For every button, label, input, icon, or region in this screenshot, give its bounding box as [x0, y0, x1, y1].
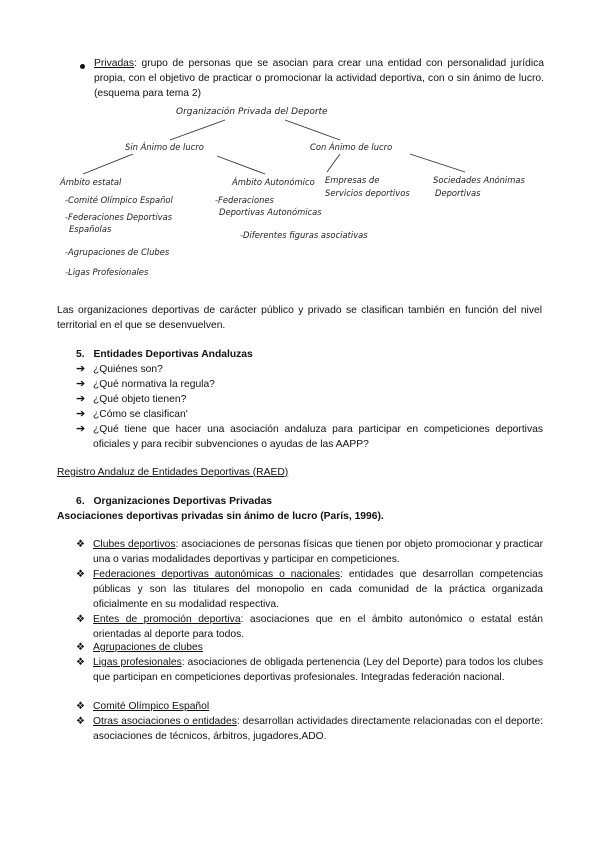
diagram-title: Organización Privada del Deporte [176, 107, 328, 117]
section5-question: ¿Qué objeto tienen? [93, 394, 187, 405]
item-term: Entes de promoción deportiva [93, 614, 241, 625]
diamond-bullet-icon: ❖ [76, 716, 85, 727]
item-term: Comité Olímpico Español [93, 701, 210, 712]
autonomico-item: -Diferentes figuras asociativas [240, 230, 368, 240]
section6-subtitle [57, 509, 384, 524]
arrow-icon: ➔ [76, 423, 86, 435]
section5-heading [76, 347, 253, 362]
section6-number: 6. [76, 496, 85, 507]
autonomico-title: Ámbito Autonómico [232, 177, 315, 187]
section6-item [93, 699, 543, 714]
diagram-branch-right: Con Ánimo de lucro [310, 142, 393, 152]
empresas-label: Servicios deportivos [325, 188, 410, 198]
item-text: : asociaciones de personas físicas que tienen por objeto promocionar y practicar una o varias modalidades deportivas y participar en competiciones. [93, 539, 544, 565]
section5-question: ¿Cómo se clasifican' [93, 409, 188, 420]
diamond-bullet-icon: ❖ [76, 701, 85, 712]
item-term: Federaciones deportivas autonómicas o nacionales [93, 569, 341, 580]
section6-item [93, 640, 543, 655]
privadas-paragraph [94, 56, 544, 101]
section5-question: ¿Quiénes son? [93, 364, 163, 375]
item-text: : asociaciones de obligada pertenencia (Ley del Deporte) para todos los clubes que participan en competiciones deportivas profesionales. Integradas federación nacional. [93, 657, 543, 683]
estatal-item: -Comité Olímpico Español [65, 195, 173, 205]
section5-title: Entidades Deportivas Andaluzas [93, 349, 253, 360]
privadas-term: Privadas [94, 58, 135, 69]
estatal-item: Españolas [69, 224, 112, 234]
section6-item [93, 567, 543, 612]
estatal-item: -Federaciones Deportivas [65, 212, 173, 222]
diagram-branch-left: Sin Ánimo de lucro [125, 142, 204, 152]
diamond-bullet-icon: ❖ [76, 642, 85, 653]
section5-number: 5. [76, 349, 85, 360]
estatal-title: Ámbito estatal [60, 177, 122, 187]
estatal-item: -Ligas Profesionales [65, 267, 149, 277]
organization-diagram [55, 100, 525, 280]
estatal-item: -Agrupaciones de Clubes [65, 247, 170, 257]
section6-item [93, 714, 543, 744]
item-term: Otras asociaciones o entidades [93, 716, 237, 727]
section6-subtitle-text: Asociaciones deportivas privadas sin ánimo de lucro (París, 1996). [57, 511, 384, 522]
diamond-bullet-icon: ❖ [76, 614, 85, 625]
section6-title: Organizaciones Deportivas Privadas [93, 496, 273, 507]
empresas-label: Empresas de [325, 175, 380, 185]
diamond-bullet-icon: ❖ [76, 657, 85, 668]
section6-item [93, 655, 543, 685]
arrow-icon: ➔ [76, 378, 86, 390]
section6-heading [76, 494, 272, 509]
diamond-bullet-icon: ❖ [76, 539, 85, 550]
item-text: : entidades que desarrollan competencias públicas y son las titulares del monopolio en cada comunidad de la práctica organizada oficialmente en su modalidad respectiva. [93, 569, 543, 610]
section6-item [93, 537, 543, 567]
registro-link[interactable]: Registro Andaluz de Entidades Deportivas (RAED) [57, 467, 289, 478]
arrow-icon: ➔ [76, 393, 86, 405]
autonomico-item: Deportivas Autonómicas [219, 207, 322, 217]
arrow-icon: ➔ [76, 408, 86, 420]
item-term: Ligas profesionales [93, 657, 182, 668]
section5-question: ¿Qué normativa la regula? [93, 379, 215, 390]
bullet-dot-icon [80, 64, 85, 69]
sociedades-label: Deportivas [435, 188, 481, 198]
sociedades-label: Sociedades Anónimas [433, 175, 525, 185]
section6-item [93, 612, 543, 642]
item-term: Agrupaciones de clubes [93, 642, 203, 653]
arrow-icon: ➔ [76, 363, 86, 375]
section5-question: ¿Qué tiene que hacer una asociación andaluza para participar en competiciones deportivas oficiales y para recibir subvenciones o ayudas de las AAPP? [93, 424, 543, 450]
item-text: : desarrollan actividades directamente relacionadas con el deporte: asociaciones de técnicos, árbitros, jugadores,ADO. [93, 716, 543, 742]
diamond-bullet-icon: ❖ [76, 569, 85, 580]
clasifican-paragraph: Las organizaciones deportivas de carácter público y privado se clasifican también en función del nivel territorial en el que se desenvuelven. [57, 305, 542, 331]
item-text: : asociaciones que en el ámbito autonómico o estatal están orientadas al deporte para todos. [93, 614, 543, 640]
item-term: Clubes deportivos [93, 539, 176, 550]
privadas-text: : grupo de personas que se asocian para crear una entidad con personalidad jurídica propia, con el objetivo de practicar o promocionar la actividad deportiva, con o sin ánimo de lucro. (esquema para tema 2) [94, 58, 544, 99]
autonomico-item: -Federaciones [215, 195, 274, 205]
